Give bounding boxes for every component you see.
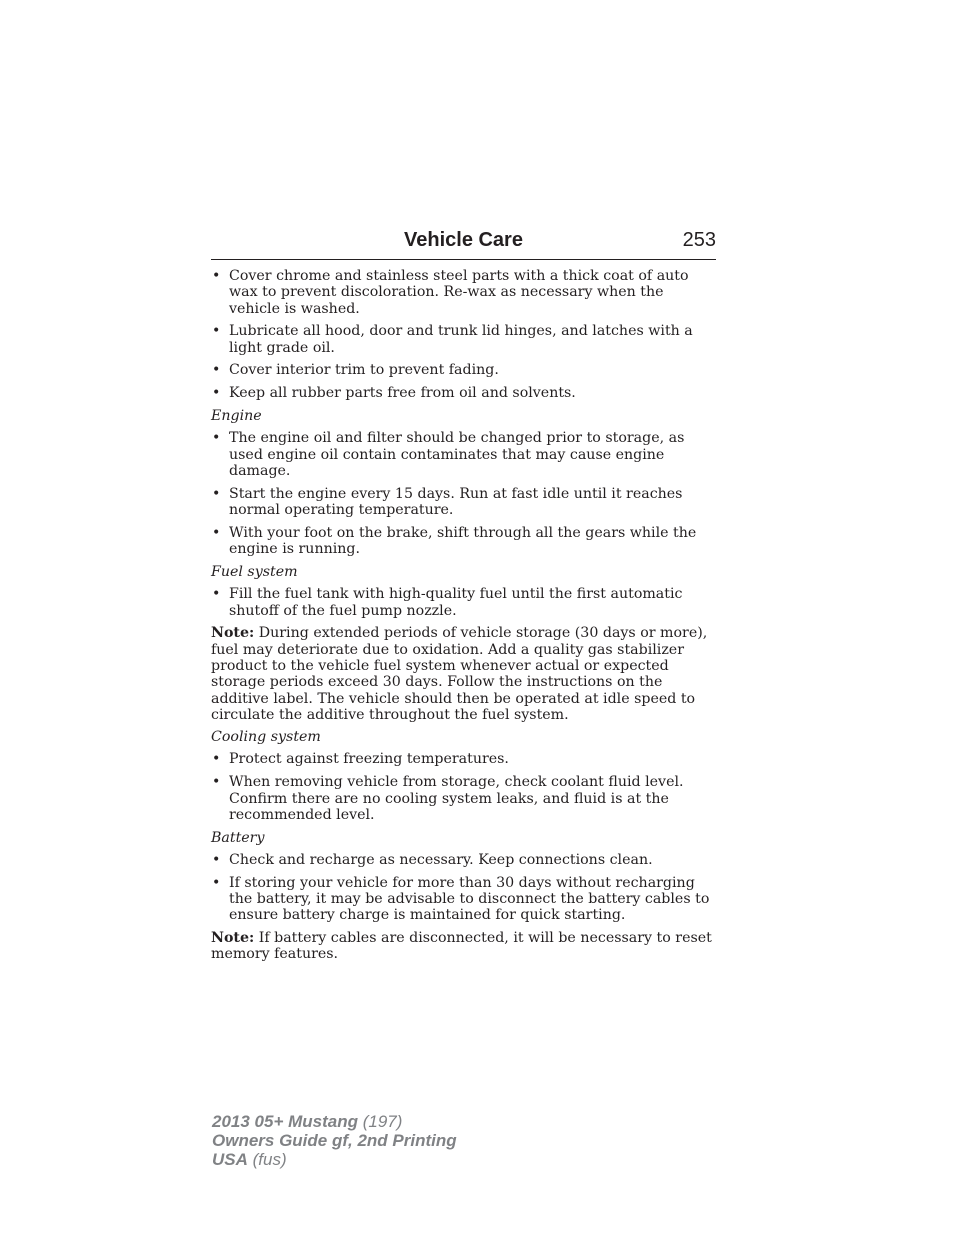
footer-line-region: USA (fus) xyxy=(212,1150,287,1169)
list-item: • Fill the fuel tank with high-quality fuel until the first automatic shutoff of the fuel pump nozzle. xyxy=(211,586,716,619)
page-body xyxy=(211,268,716,969)
list-item: • Check and recharge as necessary. Keep connections clean. xyxy=(211,852,716,868)
list-item: • Cover interior trim to prevent fading. xyxy=(211,362,716,378)
list-item: • If storing your vehicle for more than 30 days without recharging the battery, it may be advisable to disconnect the battery cables to ensure battery charge is maintained for quick starting. xyxy=(211,875,716,924)
section-title: Vehicle Care xyxy=(404,229,523,251)
list-item: • The engine oil and filter should be changed prior to storage, as used engine oil contain contaminates that may cause engine damage. xyxy=(211,430,716,479)
page-footer xyxy=(212,1112,457,1169)
subheading-cooling-system: Cooling system xyxy=(211,729,321,746)
list-item: • Protect against freezing temperatures. xyxy=(211,751,716,767)
subheading-battery: Battery xyxy=(211,829,265,846)
list-item: • With your foot on the brake, shift through all the gears while the engine is running. xyxy=(211,525,716,558)
note-label: Note: xyxy=(211,930,255,947)
list-item: • When removing vehicle from storage, check coolant fluid level. Confirm there are no cooling system leaks, and fluid is at the recommended level. xyxy=(211,774,716,823)
subheading-fuel-system: Fuel system xyxy=(211,563,298,580)
page-header xyxy=(211,229,716,260)
fuel-note xyxy=(211,625,716,723)
footer-line-guide: Owners Guide gf, 2nd Printing xyxy=(212,1131,457,1150)
list-item: • Start the engine every 15 days. Run at fast idle until it reaches normal operating temperature. xyxy=(211,486,716,519)
footer-line-model: 2013 05+ Mustang (197) xyxy=(212,1112,403,1131)
note-text: If battery cables are disconnected, it will be necessary to reset memory features. xyxy=(211,930,712,963)
page-number: 253 xyxy=(682,229,716,251)
subheading-engine: Engine xyxy=(211,408,262,425)
note-text: During extended periods of vehicle storage (30 days or more), fuel may deteriorate due to oxidation. Add a quality gas stabilizer product to the vehicle fuel system whenever actual or expected storage periods exceed 30 days. Follow the instructions on the additive label. The vehicle should then be operated at idle speed to circulate the additive throughout the fuel system. xyxy=(211,625,708,723)
list-item: • Cover chrome and stainless steel parts with a thick coat of auto wax to prevent discoloration. Re-wax as necessary when the vehicle is washed. xyxy=(211,268,716,317)
list-item: • Keep all rubber parts free from oil and solvents. xyxy=(211,385,716,401)
battery-note xyxy=(211,930,716,963)
list-item: • Lubricate all hood, door and trunk lid hinges, and latches with a light grade oil. xyxy=(211,323,716,356)
note-label: Note: xyxy=(211,625,255,642)
